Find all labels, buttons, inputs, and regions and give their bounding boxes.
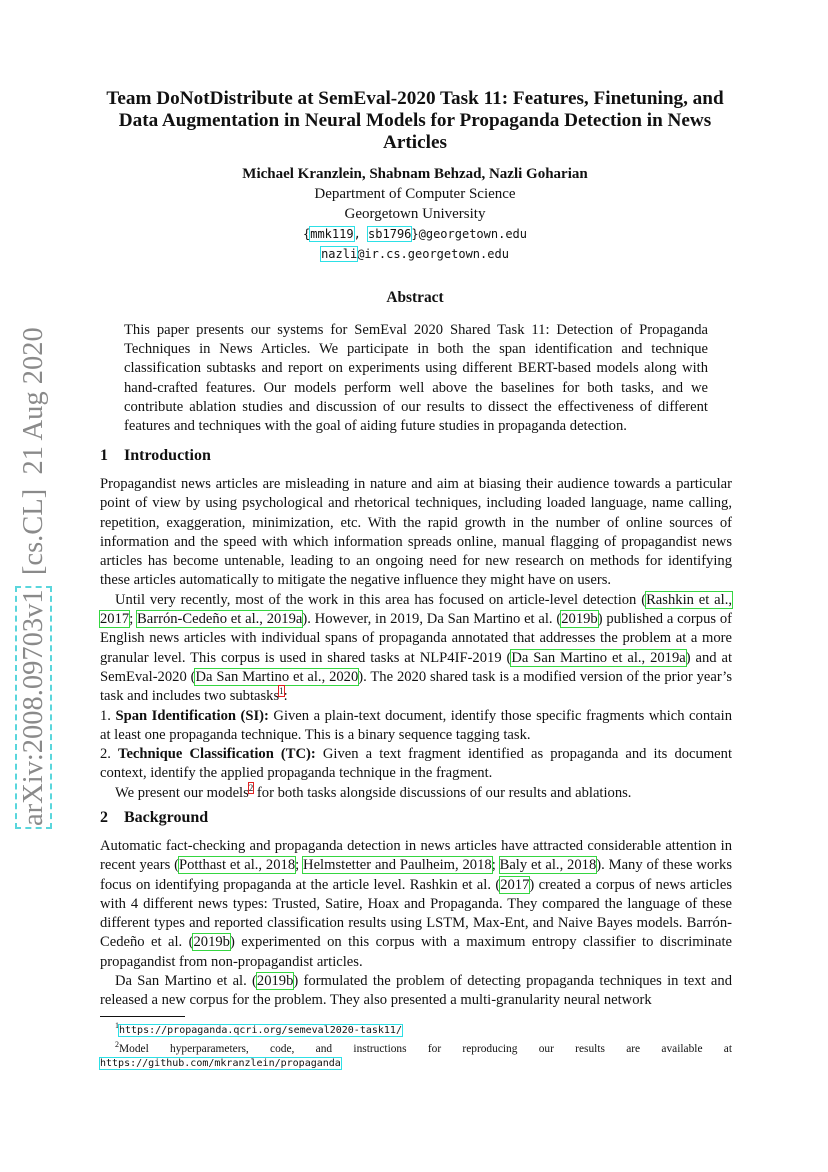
footnote [100,1038,732,1071]
paragraph [100,972,732,1011]
citation-link[interactable]: Rashkin et al., 2017 [100,591,732,628]
section-number: 1 [100,447,108,464]
department: Department of Computer Science [314,186,516,202]
citation-link[interactable]: Potthast et al., 2018 [179,857,296,874]
text: ; [129,611,138,628]
section-heading-introduction [100,447,211,465]
url-link[interactable]: https://propaganda.qcri.org/semeval2020-task11/ [119,1024,402,1036]
university: Georgetown University [344,206,486,222]
citation-link[interactable]: Baly et al., 2018 [499,857,597,874]
text: Given a text fragment identified as propaganda and its document context, identify the applied propaganda technique in the fragment. [100,746,732,782]
abstract-text: This paper presents our systems for SemEval 2020 Shared Task 11: Detection of Propaganda Techniques in News Articles. We participate in both the span identification and technique classification subtasks and report on experiments using different BERT-based models along with hand-crafted features. Our models perform well above the baselines for both tasks, and we contribute ablation studies and discussion of our results to dissect the effectiveness of different features and techniques with the goal of aiding future studies in propaganda detection. [124,322,708,435]
text: We present our models [115,784,249,801]
section-title: Introduction [124,447,211,464]
text: for both tasks alongside discussions of our results and ablations. [253,784,632,801]
sep: , [353,227,369,241]
text: : [283,688,288,705]
text: 2. [100,746,119,763]
arxiv-stamp [18,327,50,826]
background-body [100,837,732,1011]
email-link-mmk119[interactable]: mmk119 [310,227,354,241]
citation-link[interactable]: Helmstetter and Paulheim, 2018 [303,857,492,874]
paragraph [100,745,732,784]
citation-link[interactable]: 2019b [256,973,294,990]
text: ) experimented on this corpus with a maximum entropy classifier to discriminate propagandist from non-propagandist articles. [100,934,732,970]
text: Until very recently, most of the work in this area has focused on article-level detection ( [115,591,647,608]
footnote [100,1019,732,1038]
citation-link[interactable]: Da San Martino et al., 2020 [195,668,359,685]
url-link[interactable]: https://github.com/mkranzlein/propaganda [100,1057,341,1069]
text: ). Many of these works focus on identifying propaganda at the article level. Rashkin et al. ( [100,857,733,893]
text: ) and at SemEval-2020 ( [100,649,733,685]
citation-link[interactable]: 2017 [500,876,530,893]
paper-title: Team DoNotDistribute at SemEval-2020 Task 11: Features, Finetuning, and Data Augmentation in Neural Models for Propaganda Detection in News Articles [106,88,724,153]
email-line-2 [90,244,740,264]
text: Da San Martino et al. ( [115,973,257,990]
abstract-heading: Abstract [386,289,444,306]
author-names: Michael Kranzlein, Shabnam Behzad, Nazli Goharian [242,166,588,182]
introduction-body [100,475,732,803]
footnote-number: 2 [115,1039,119,1049]
text: ) formulated the problem of detecting propaganda techniques in text and released a new corpus for the problem. They also presented a multi-granularity neural network [100,973,732,1009]
author-block [90,164,740,264]
text: ). The 2020 shared task is a modified version of the prior year’s task and includes two subtasks [100,668,732,705]
citation-link[interactable]: Da San Martino et al., 2019a [511,649,686,666]
text: 1. [100,707,116,724]
footnote-marker-link[interactable]: 1 [279,686,284,697]
text: ; [295,857,304,874]
email-link-nazli[interactable]: nazli [321,247,358,261]
text: Model hyperparameters, code, and instructions for reproducing our results are available at [119,1042,732,1055]
email-line-1 [90,224,740,244]
citation-link[interactable]: 2019b [561,611,598,628]
email-domain: }@georgetown.edu [411,227,527,241]
text: Automatic fact-checking and propaganda detection in news articles have attracted considerable attention in recent years ( [100,838,732,874]
paragraph [100,784,732,803]
paragraph [100,475,732,591]
paragraph [100,837,732,972]
email-domain: @ir.cs.georgetown.edu [357,247,509,261]
section-number: 2 [100,809,108,826]
text: ). However, in 2019, Da San Martino et al. ( [302,611,562,628]
section-title: Background [124,809,209,826]
footnote-number: 1 [115,1021,119,1030]
text: Given a plain-text document, identify those specific fragments which contain at least one propaganda technique. This is a binary sequence tagging task. [100,707,733,743]
paragraph [100,591,732,707]
arxiv-id-link[interactable]: arXiv:2008.09703v1 [18,589,49,826]
text: ) created a corpus of news articles with 4 different news types: Trusted, Satire, Hoax and Propaganda. They compared the language of these different types and reported classification results using LSTM, Max-Ent, and Naive Bayes models. Barrón-Cedeño et al. ( [100,876,733,951]
paragraph [100,707,732,746]
footnote-marker-link[interactable]: 2 [248,782,254,793]
footnotes [100,1019,732,1071]
subtask-name: Span Identification (SI): [115,707,269,724]
subtask-name: Technique Classification (TC): [118,746,316,763]
brace: { [303,227,311,241]
arxiv-category-date: [cs.CL] 21 Aug 2020 [18,327,49,590]
text: Propagandist news articles are misleading in nature and aim at biasing their audience towards a particular point of view by using psychological and rhetorical techniques, including loaded language, name calling, repetition, exaggeration, minimization, etc. With the rapid growth in the number of online sources of information and the speed with which information spreads online, manual flagging of propagandist news articles has become untenable, leading to an ongoing need for new research on methods for identifying these articles automatically to mitigate the negative influence they might have on users. [100,476,732,589]
footnote-rule [100,1016,185,1017]
section-heading-background [100,809,208,827]
text: ) published a corpus of English news articles with individual spans of propaganda annotated that addresses the problem at a more granular level. This corpus is used in shared tasks at NLP4IF-2019 ( [100,611,733,666]
text: ; [491,857,500,874]
citation-link[interactable]: Barrón-Cedeño et al., 2019a [137,611,303,628]
citation-link[interactable]: 2019b [193,934,230,951]
email-link-sb1796[interactable]: sb1796 [368,227,412,241]
